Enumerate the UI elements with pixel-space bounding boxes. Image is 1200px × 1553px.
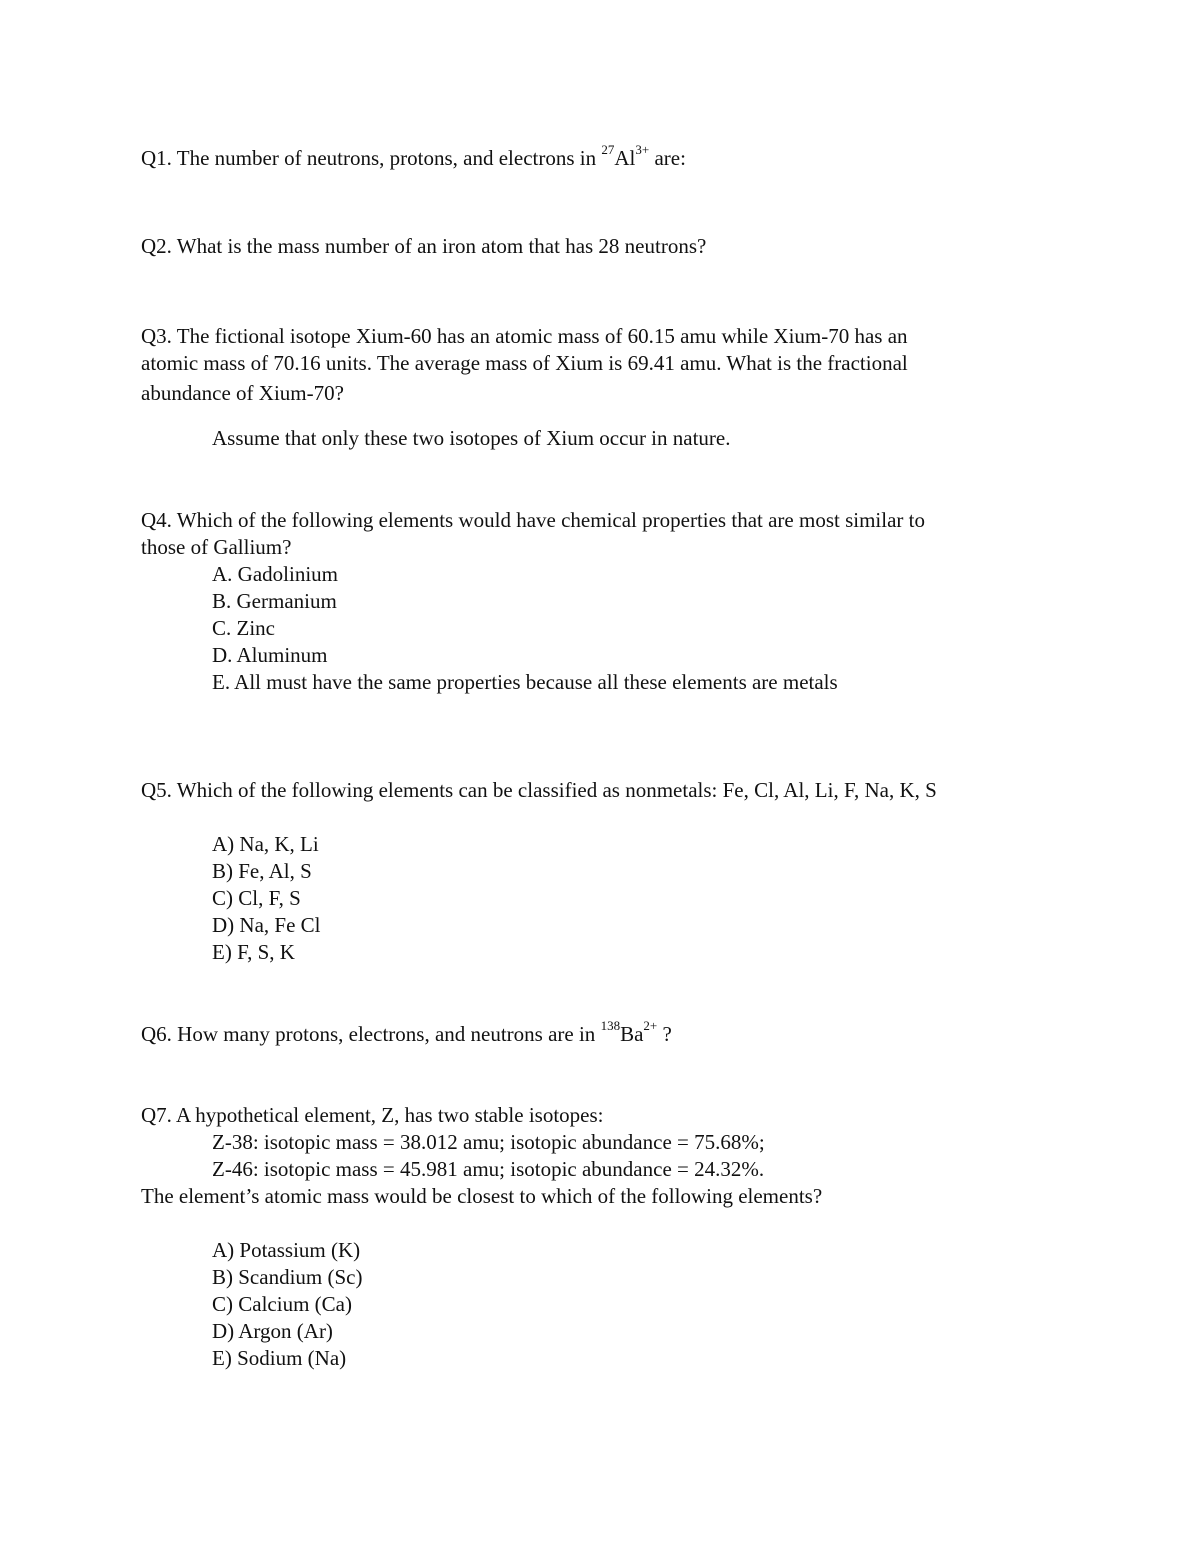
question-3-note: Assume that only these two isotopes of Xium occur in nature. <box>212 426 731 450</box>
question-7-isotope-z38: Z-38: isotopic mass = 38.012 amu; isotopic abundance = 75.68%; <box>212 1130 765 1154</box>
question-4-line-1: Q4. Which of the following elements would have chemical properties that are most similar to <box>141 508 925 532</box>
question-1-mass-number: 27 <box>601 142 615 157</box>
question-2: Q2. What is the mass number of an iron atom that has 28 neutrons? <box>141 234 707 258</box>
question-4-option-d: D. Aluminum <box>212 643 328 667</box>
question-3-line-3: abundance of Xium-70? <box>141 381 344 405</box>
question-3-line-1: Q3. The fictional isotope Xium-60 has an atomic mass of 60.15 amu while Xium-70 has an <box>141 324 908 348</box>
question-1-symbol: Al <box>614 146 636 170</box>
question-5-option-c: C) Cl, F, S <box>212 886 301 910</box>
question-5-option-e: E) F, S, K <box>212 940 295 964</box>
question-3-line-2: atomic mass of 70.16 units. The average mass of Xium is 69.41 amu. What is the fractional <box>141 351 908 375</box>
question-7-isotope-z46: Z-46: isotopic mass = 45.981 amu; isotopic abundance = 24.32%. <box>212 1157 765 1181</box>
question-5: Q5. Which of the following elements can be classified as nonmetals: Fe, Cl, Al, Li, F, Na, K, S <box>141 778 937 802</box>
question-5-option-a: A) Na, K, Li <box>212 832 319 856</box>
question-4-option-e: E. All must have the same properties because all these elements are metals <box>212 670 838 694</box>
question-6 <box>141 1018 672 1048</box>
question-6-text: Q6. How many protons, electrons, and neutrons are in <box>141 1022 601 1046</box>
question-7-option-e: E) Sodium (Na) <box>212 1346 347 1370</box>
question-1-charge: 3+ <box>635 142 650 157</box>
question-5-option-d: D) Na, Fe Cl <box>212 913 321 937</box>
question-7-intro: Q7. A hypothetical element, Z, has two stable isotopes: <box>141 1103 604 1127</box>
question-4-line-2: those of Gallium? <box>141 535 292 559</box>
question-4-option-c: C. Zinc <box>212 616 275 640</box>
question-1 <box>141 142 686 172</box>
question-7-option-a: A) Potassium (K) <box>212 1238 361 1262</box>
question-7-option-b: B) Scandium (Sc) <box>212 1265 363 1289</box>
question-5-option-b: B) Fe, Al, S <box>212 859 312 883</box>
question-6-text-end: ? <box>657 1022 672 1046</box>
question-1-text: Q1. The number of neutrons, protons, and electrons in <box>141 146 602 170</box>
question-1-text-end: are: <box>649 146 686 170</box>
question-6-charge: 2+ <box>643 1018 658 1033</box>
question-4-option-b: B. Germanium <box>212 589 337 613</box>
question-7-option-c: C) Calcium (Ca) <box>212 1292 352 1316</box>
question-7-question: The element’s atomic mass would be closest to which of the following elements? <box>141 1184 823 1208</box>
question-6-symbol: Ba <box>620 1022 644 1046</box>
question-6-mass-number: 138 <box>600 1018 621 1033</box>
question-7-option-d: D) Argon (Ar) <box>212 1319 333 1343</box>
question-4-option-a: A. Gadolinium <box>212 562 338 586</box>
